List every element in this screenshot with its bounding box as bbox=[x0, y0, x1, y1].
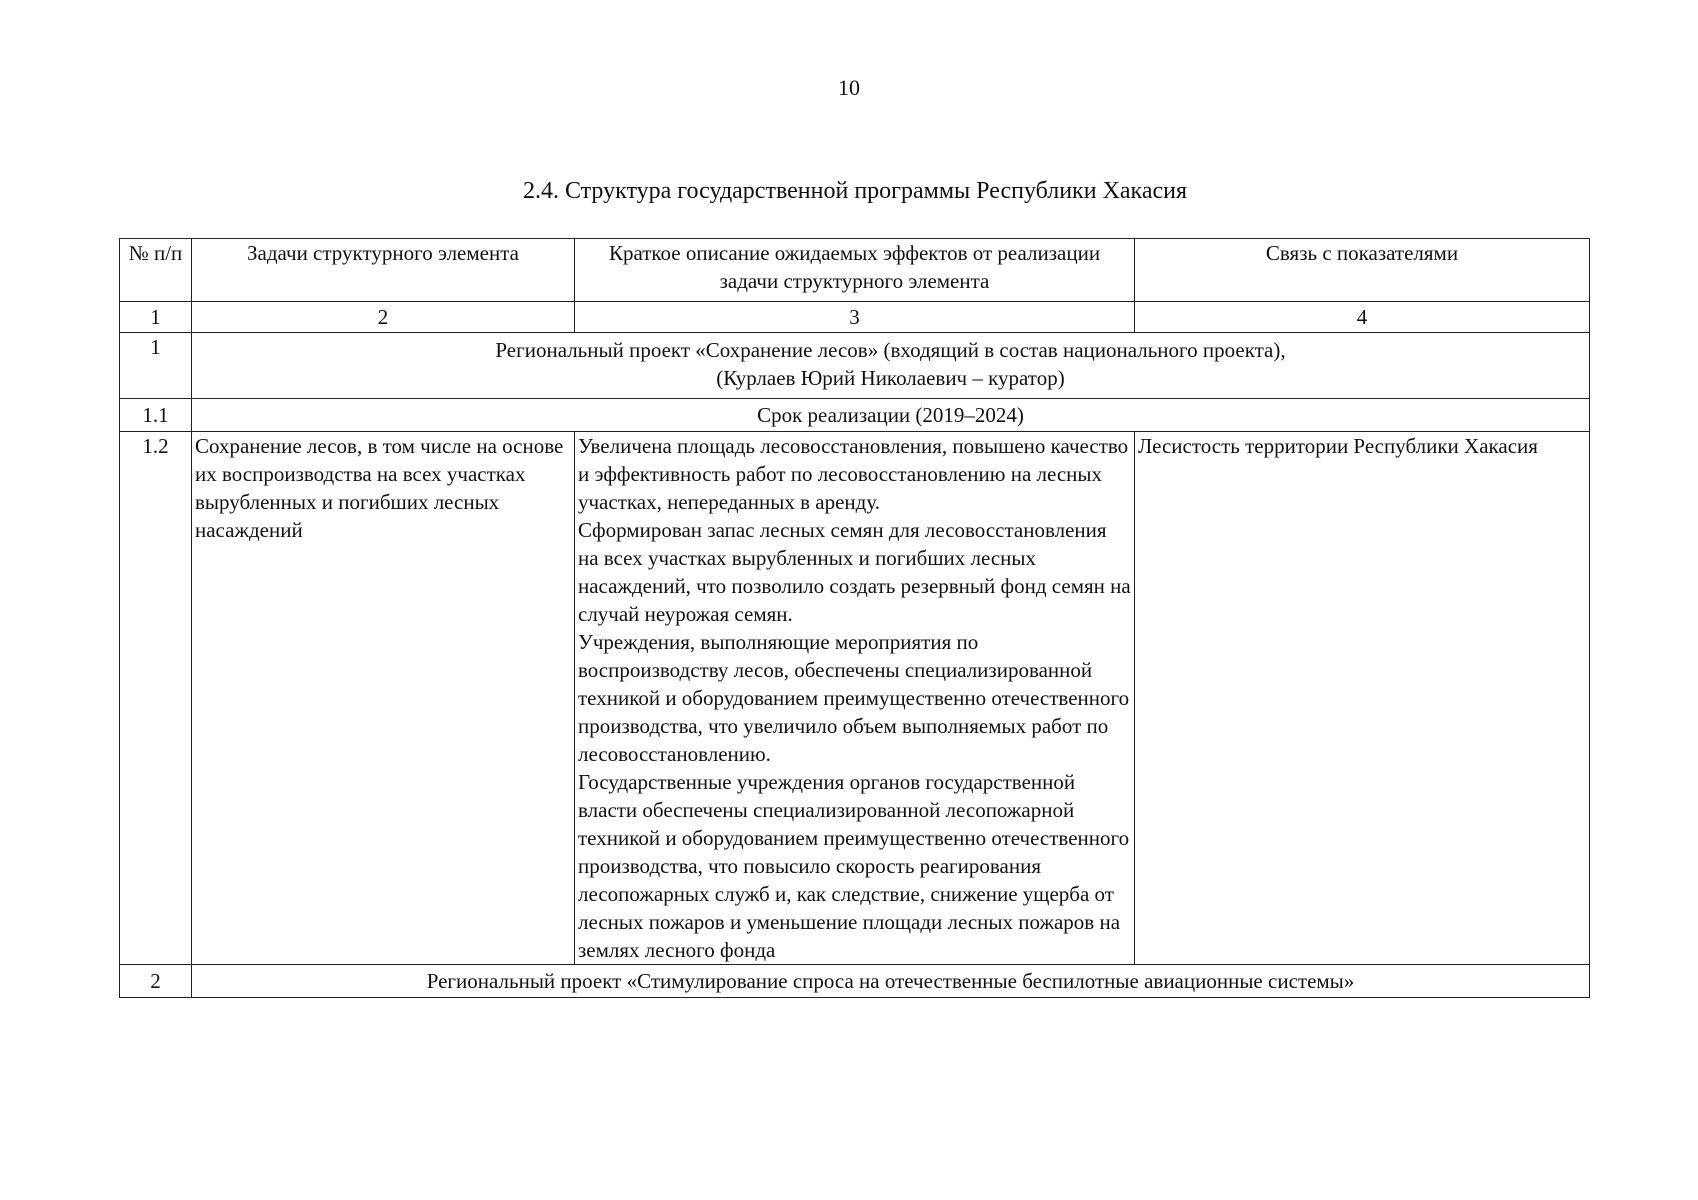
header-effects: Краткое описание ожидаемых эффектов от реализации задачи структурного элемента bbox=[575, 239, 1135, 302]
column-number: 4 bbox=[1135, 302, 1590, 333]
term-text: Срок реализации (2019–2024) bbox=[192, 399, 1590, 432]
term-row bbox=[120, 399, 1590, 432]
task-goal: Сохранение лесов, в том числе на основе их воспроизводства на всех участках вырубленных и погибших лесных насаждений bbox=[192, 432, 575, 965]
column-number-row bbox=[120, 302, 1590, 333]
document-title: 2.4. Структура государственной программы Республики Хакасия bbox=[522, 178, 1188, 204]
structure-table bbox=[119, 238, 1590, 998]
header-row bbox=[120, 239, 1590, 302]
section-row bbox=[120, 333, 1590, 399]
task-effects bbox=[575, 432, 1135, 965]
effect-paragraph: Сформирован запас лесных семян для лесовосстановления на всех участках вырубленных и погибших лесных насаждений, что позволило создать резервный фонд семян на случай неурожая семян. bbox=[578, 518, 1131, 626]
header-num: № п/п bbox=[120, 239, 192, 302]
task-row bbox=[120, 432, 1590, 965]
task-indicator: Лесистость территории Республики Хакасия bbox=[1135, 432, 1590, 965]
section-title: Региональный проект «Сохранение лесов» (входящий в состав национального проекта), bbox=[495, 338, 1286, 362]
section-curator: (Курлаев Юрий Николаевич – куратор) bbox=[716, 366, 1065, 390]
effect-paragraph: Увеличена площадь лесовосстановления, повышено качество и эффективность работ по лесовосстановлению на лесных участках, непереданных в аренду. bbox=[578, 434, 1129, 514]
header-tasks: Задачи структурного элемента bbox=[192, 239, 575, 302]
effect-paragraph: Учреждения, выполняющие мероприятия по воспроизводству лесов, обеспечены специализированной техникой и оборудованием преимущественно отечественного производства, что увеличило объем выполняемых работ по лесовосстановлению. bbox=[578, 630, 1130, 766]
section-title: Региональный проект «Стимулирование спроса на отечественные беспилотные авиационные системы» bbox=[192, 965, 1590, 998]
effect-paragraph: Государственные учреждения органов государственной власти обеспечены специализированной лесопожарной техникой и оборудованием преимущественно отечественного производства, что повысило скорость реагирования лесопожарных служб и, как следствие, снижение ущерба от лесных пожаров и уменьшение площади лесных пожаров на землях лесного фонда bbox=[578, 770, 1130, 962]
header-indicators: Связь с показателями bbox=[1135, 239, 1590, 302]
column-number: 3 bbox=[575, 302, 1135, 333]
term-number: 1.1 bbox=[120, 399, 192, 432]
column-number: 1 bbox=[120, 302, 192, 333]
section-title-cell bbox=[192, 333, 1590, 399]
section-number: 2 bbox=[120, 965, 192, 998]
task-number: 1.2 bbox=[120, 432, 192, 965]
section-row bbox=[120, 965, 1590, 998]
page-number: 10 bbox=[838, 75, 860, 100]
column-number: 2 bbox=[192, 302, 575, 333]
section-number: 1 bbox=[120, 333, 192, 399]
